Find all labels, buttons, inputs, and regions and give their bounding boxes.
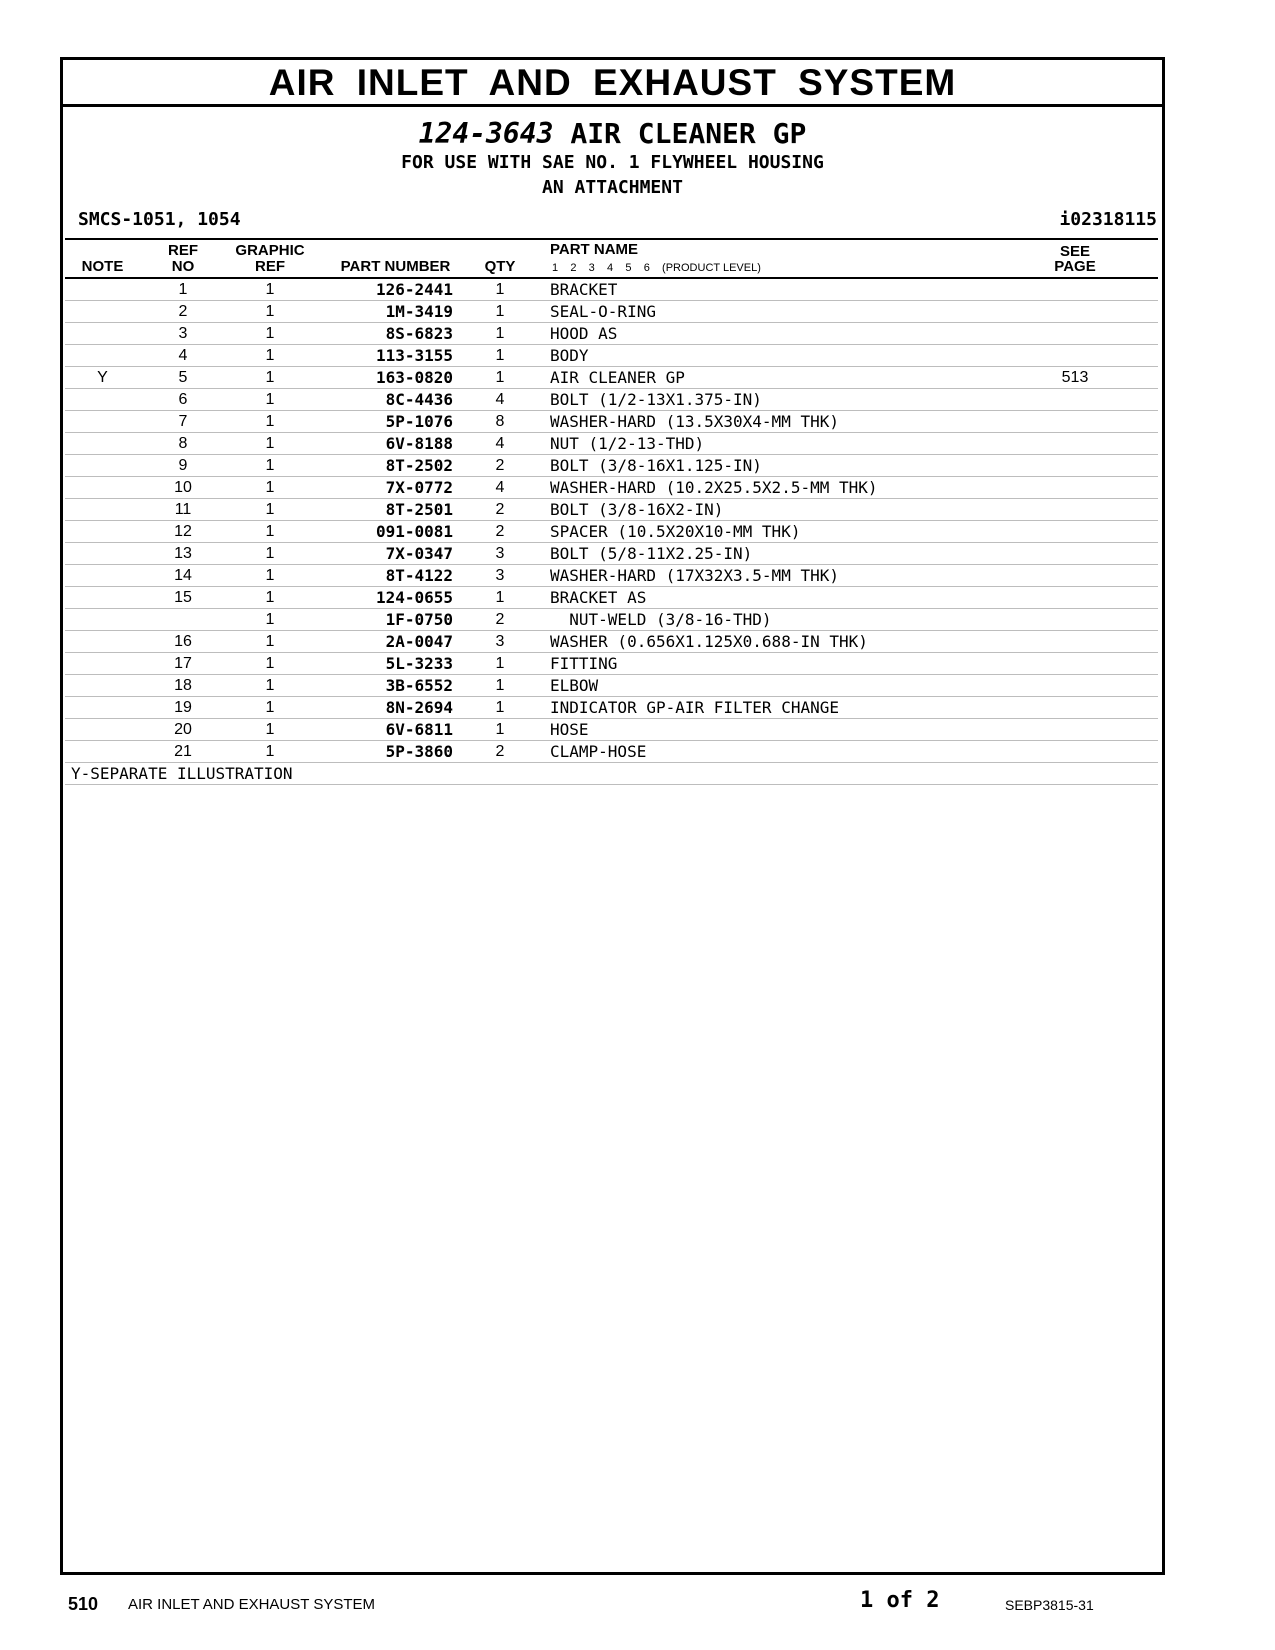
- row-part-number: 8T-4122: [385, 566, 453, 585]
- row-part-name: HOSE: [550, 720, 589, 739]
- table-row: [65, 345, 1158, 367]
- row-graphic-ref: 1: [265, 391, 275, 408]
- row-graphic-ref: 1: [265, 633, 275, 650]
- table-row: [65, 433, 1158, 455]
- row-part-name: ELBOW: [550, 676, 599, 695]
- table-row: [65, 389, 1158, 411]
- row-qty: 1: [495, 721, 505, 738]
- row-part-number: 5L-3233: [385, 654, 453, 673]
- row-qty: 2: [495, 611, 505, 628]
- row-part-name: NUT (1/2-13-THD): [550, 434, 705, 453]
- row-ref-no: 13: [174, 545, 192, 562]
- row-part-number: 7X-0772: [385, 478, 453, 497]
- row-part-number: 3B-6552: [385, 676, 453, 695]
- row-part-number: 124-0655: [375, 588, 453, 607]
- row-qty: 3: [495, 633, 505, 650]
- row-ref-no: 2: [178, 303, 188, 320]
- row-graphic-ref: 1: [265, 369, 275, 386]
- row-ref-no: 14: [174, 567, 192, 584]
- row-graphic-ref: 1: [265, 743, 275, 760]
- table-row: [65, 543, 1158, 565]
- row-part-name: HOOD AS: [550, 324, 618, 343]
- header-note: NOTE: [81, 258, 124, 275]
- header-graphic-ref-line2: REF: [255, 258, 285, 275]
- row-part-name: WASHER-HARD (10.2X25.5X2.5-MM THK): [550, 478, 878, 497]
- row-qty: 1: [495, 369, 505, 386]
- page-frame: [60, 57, 1165, 1575]
- row-graphic-ref: 1: [265, 303, 275, 320]
- table-row: [65, 631, 1158, 653]
- row-ref-no: 7: [178, 413, 188, 430]
- row-qty: 1: [495, 325, 505, 342]
- header-ref-line1: REF: [168, 242, 198, 259]
- header-see-page-line2: PAGE: [1054, 258, 1096, 275]
- row-qty: 1: [495, 347, 505, 364]
- group-heading: [63, 117, 1162, 151]
- system-title: AIR INLET AND EXHAUST SYSTEM: [63, 60, 1162, 107]
- row-qty: 8: [495, 413, 505, 430]
- row-graphic-ref: 1: [265, 457, 275, 474]
- row-part-name: AIR CLEANER GP: [550, 368, 685, 387]
- illustration-id: i02318115: [1059, 209, 1157, 230]
- row-graphic-ref: 1: [265, 611, 275, 628]
- row-part-number: 8C-4436: [385, 390, 453, 409]
- row-graphic-ref: 1: [265, 523, 275, 540]
- row-ref-no: 12: [174, 523, 192, 540]
- row-graphic-ref: 1: [265, 655, 275, 672]
- table-row: [65, 697, 1158, 719]
- row-qty: 2: [495, 457, 505, 474]
- group-name: AIR CLEANER GP: [570, 117, 807, 150]
- table-row: [65, 521, 1158, 543]
- row-part-name: WASHER (0.656X1.125X0.688-IN THK): [550, 632, 868, 651]
- table-row: [65, 477, 1158, 499]
- table-row: [65, 499, 1158, 521]
- row-ref-no: 21: [174, 743, 192, 760]
- row-ref-no: 5: [178, 369, 188, 386]
- row-see-page: 513: [1061, 369, 1089, 386]
- row-part-name: SPACER (10.5X20X10-MM THK): [550, 522, 801, 541]
- row-part-name: BOLT (3/8-16X1.125-IN): [550, 456, 762, 475]
- row-ref-no: 19: [174, 699, 192, 716]
- row-graphic-ref: 1: [265, 413, 275, 430]
- row-graphic-ref: 1: [265, 281, 275, 298]
- smcs-code: SMCS-1051, 1054: [78, 209, 241, 230]
- row-qty: 4: [495, 435, 505, 452]
- row-qty: 1: [495, 303, 505, 320]
- parts-table: [65, 238, 1158, 785]
- table-row: [65, 741, 1158, 763]
- row-graphic-ref: 1: [265, 347, 275, 364]
- row-part-number: 6V-8188: [385, 434, 453, 453]
- row-part-name: NUT-WELD (3/8-16-THD): [550, 610, 772, 629]
- row-part-number: 113-3155: [375, 346, 453, 365]
- row-part-name: BODY: [550, 346, 589, 365]
- group-subtitle-2: AN ATTACHMENT: [542, 177, 683, 198]
- row-graphic-ref: 1: [265, 545, 275, 562]
- group-subtitle-1: FOR USE WITH SAE NO. 1 FLYWHEEL HOUSING: [401, 152, 824, 173]
- row-part-number: 091-0081: [375, 522, 453, 541]
- header-ref-line2: NO: [171, 258, 195, 275]
- header-see-page-line1: SEE: [1059, 243, 1090, 260]
- table-row: [65, 323, 1158, 345]
- row-qty: 2: [495, 523, 505, 540]
- table-row: [65, 609, 1158, 631]
- row-ref-no: 16: [174, 633, 192, 650]
- row-ref-no: 4: [178, 347, 188, 364]
- row-ref-no: 6: [178, 391, 188, 408]
- row-part-number: 1M-3419: [385, 302, 453, 321]
- row-graphic-ref: 1: [265, 721, 275, 738]
- row-graphic-ref: 1: [265, 589, 275, 606]
- row-part-number: 6V-6811: [385, 720, 453, 739]
- row-qty: 1: [495, 655, 505, 672]
- row-note: Y: [97, 369, 108, 386]
- row-part-name: BOLT (5/8-11X2.25-IN): [550, 544, 753, 563]
- row-ref-no: 8: [178, 435, 188, 452]
- row-part-name: WASHER-HARD (17X32X3.5-MM THK): [550, 566, 839, 585]
- row-ref-no: 15: [174, 589, 192, 606]
- row-part-number: 8S-6823: [385, 324, 453, 343]
- row-part-number: 126-2441: [375, 280, 453, 299]
- header-part-number: PART NUMBER: [340, 258, 451, 275]
- row-ref-no: 1: [178, 281, 188, 298]
- row-part-name: INDICATOR GP-AIR FILTER CHANGE: [550, 698, 839, 717]
- row-graphic-ref: 1: [265, 699, 275, 716]
- table-row: [65, 367, 1158, 389]
- table-row: [65, 587, 1158, 609]
- table-body: [65, 279, 1158, 763]
- row-part-number: 8N-2694: [385, 698, 453, 717]
- row-part-name: WASHER-HARD (13.5X30X4-MM THK): [550, 412, 839, 431]
- row-part-number: 7X-0347: [385, 544, 453, 563]
- row-qty: 2: [495, 743, 505, 760]
- footer-page-number: 510: [68, 1594, 99, 1614]
- row-qty: 3: [495, 567, 505, 584]
- row-part-name: BOLT (3/8-16X2-IN): [550, 500, 724, 519]
- row-qty: 1: [495, 281, 505, 298]
- row-part-name: BRACKET: [550, 280, 618, 299]
- header-graphic-ref-line1: GRAPHIC: [235, 242, 305, 259]
- row-part-number: 8T-2502: [385, 456, 453, 475]
- table-header: [65, 238, 1158, 279]
- table-row: [65, 653, 1158, 675]
- row-ref-no: 9: [178, 457, 188, 474]
- row-part-number: 1F-0750: [385, 610, 453, 629]
- footer-doc-number: SEBP3815-31: [1005, 1597, 1094, 1613]
- row-graphic-ref: 1: [265, 501, 275, 518]
- table-row: [65, 455, 1158, 477]
- row-part-name: CLAMP-HOSE: [550, 742, 647, 761]
- row-qty: 1: [495, 677, 505, 694]
- row-graphic-ref: 1: [265, 677, 275, 694]
- row-part-number: 5P-3860: [385, 742, 453, 761]
- group-number: 124-3643: [418, 117, 554, 150]
- header-qty: QTY: [484, 258, 516, 275]
- row-ref-no: 10: [174, 479, 192, 496]
- row-part-name: SEAL-O-RING: [550, 302, 656, 321]
- header-product-levels: 1 2 3 4 5 6 (PRODUCT LEVEL): [552, 262, 761, 274]
- header-part-name: PART NAME: [550, 241, 639, 258]
- row-ref-no: 20: [174, 721, 192, 738]
- row-qty: 2: [495, 501, 505, 518]
- table-row: [65, 411, 1158, 433]
- row-qty: 1: [495, 699, 505, 716]
- table-row: [65, 675, 1158, 697]
- row-part-number: 5P-1076: [385, 412, 453, 431]
- table-row: [65, 719, 1158, 741]
- row-part-name: BOLT (1/2-13X1.375-IN): [550, 390, 762, 409]
- row-part-number: 8T-2501: [385, 500, 453, 519]
- row-graphic-ref: 1: [265, 567, 275, 584]
- row-part-number: 163-0820: [375, 368, 453, 387]
- row-part-name: FITTING: [550, 654, 618, 673]
- row-qty: 3: [495, 545, 505, 562]
- footer-system: AIR INLET AND EXHAUST SYSTEM: [128, 1596, 376, 1613]
- row-graphic-ref: 1: [265, 325, 275, 342]
- footnote: Y-SEPARATE ILLUSTRATION: [65, 763, 1158, 785]
- table-row: [65, 301, 1158, 323]
- row-qty: 4: [495, 391, 505, 408]
- row-part-number: 2A-0047: [385, 632, 453, 651]
- row-qty: 4: [495, 479, 505, 496]
- row-ref-no: 3: [178, 325, 188, 342]
- row-ref-no: 18: [174, 677, 192, 694]
- table-row: [65, 565, 1158, 587]
- row-part-name: BRACKET AS: [550, 588, 647, 607]
- row-graphic-ref: 1: [265, 479, 275, 496]
- row-qty: 1: [495, 589, 505, 606]
- row-ref-no: 17: [174, 655, 192, 672]
- footer-page-of: 1 of 2: [860, 1588, 940, 1613]
- row-graphic-ref: 1: [265, 435, 275, 452]
- row-ref-no: 11: [174, 501, 192, 518]
- table-row: [65, 279, 1158, 301]
